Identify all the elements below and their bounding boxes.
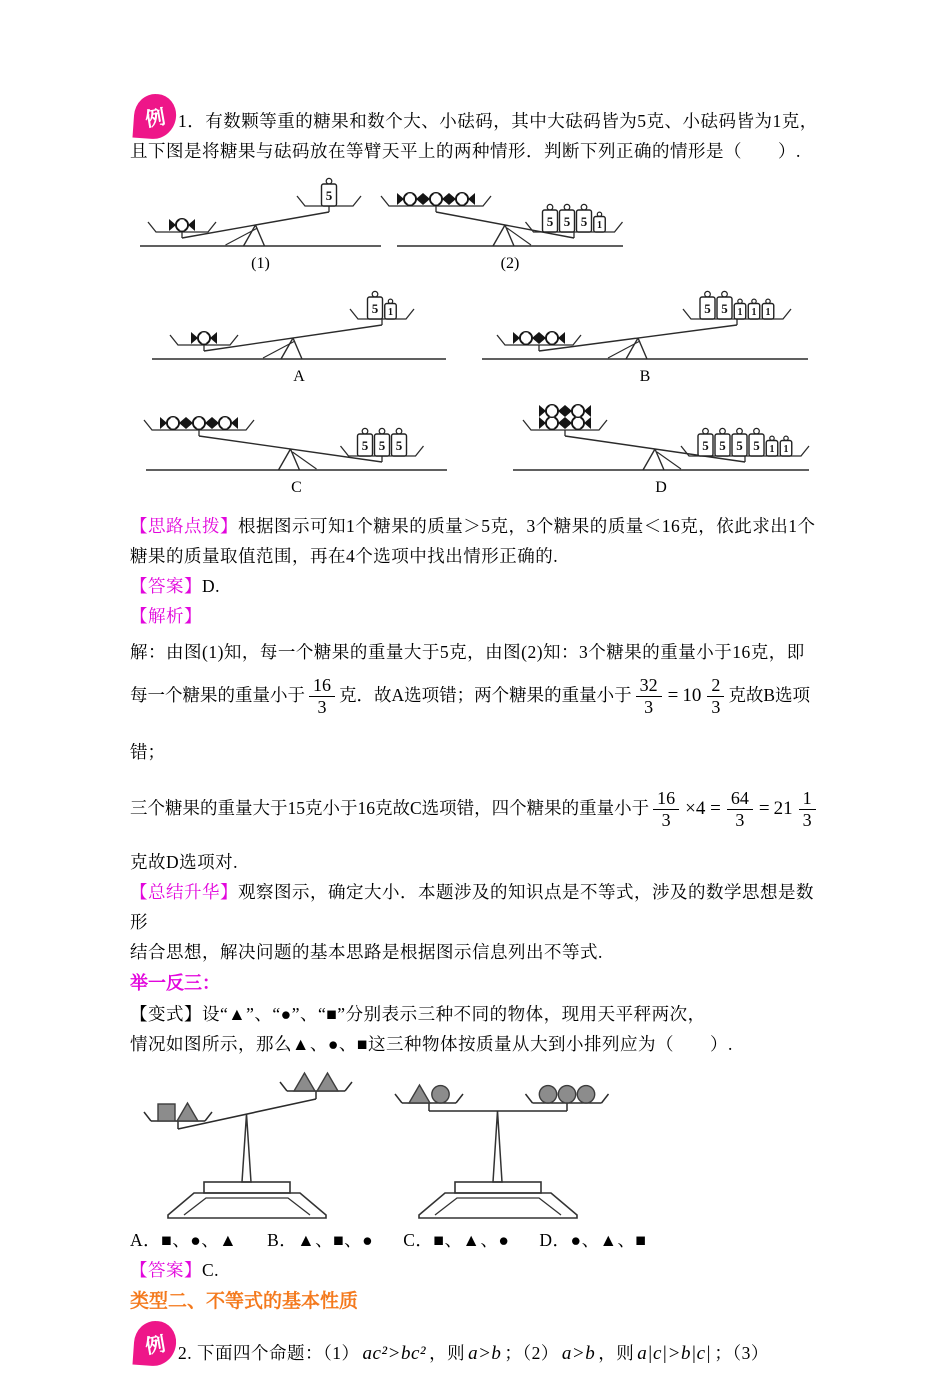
- summary-label: 【总结升华】: [130, 882, 238, 902]
- summary-line1: [130, 877, 830, 937]
- svg-text:5: 5: [361, 438, 369, 453]
- solution-line4: 克故D选项对.: [130, 852, 239, 872]
- fraction-2-3: $\frac{2}{3}$: [707, 676, 724, 718]
- balance-drawing-1: [138, 180, 383, 254]
- answer2-text: C.: [202, 1260, 220, 1280]
- option-C: C．■、▲、●: [403, 1230, 510, 1250]
- figure-caption-C: C: [291, 479, 302, 496]
- figure-caption-B: B: [639, 368, 651, 385]
- balance-figure-A: [150, 293, 448, 386]
- answer2-label: 【答案】: [130, 1260, 202, 1280]
- balance-drawing-D: [511, 404, 811, 478]
- p2-math4: a|c|>b|c|: [637, 1343, 712, 1364]
- balance-figure-B: [480, 293, 810, 386]
- hint-text1: 根据图示可知1个糖果的质量＞5克，3个糖果的质量＜16克，依此求出1个: [238, 516, 816, 536]
- svg-text:5: 5: [546, 214, 554, 229]
- fraction-64-3: $\frac{64}{3}$: [727, 789, 753, 831]
- balance-figure-D: [511, 404, 811, 497]
- svg-text:1: 1: [751, 307, 757, 318]
- svg-text:5: 5: [719, 438, 726, 453]
- balance-figures-row1: [138, 180, 830, 273]
- summary-text1: 观察图示，确定大小．本题涉及的知识点是不等式，涉及的数学思想是数形: [130, 882, 814, 932]
- fraction-16-3b: $\frac{16}{3}$: [653, 789, 679, 831]
- svg-text:1: 1: [769, 444, 775, 455]
- solution-line2: [130, 667, 830, 780]
- svg-text:5: 5: [753, 438, 760, 453]
- p2-end: ；（3）: [714, 1343, 769, 1363]
- hint-label: 【思路点拨】: [130, 516, 238, 536]
- fraction-32-3: $\frac{32}{3}$: [636, 676, 662, 718]
- analysis-label: 【解析】: [130, 606, 202, 626]
- svg-text:5: 5: [371, 301, 379, 316]
- balance-figure-2: [395, 180, 625, 273]
- svg-text:5: 5: [378, 438, 386, 453]
- hint-line2: 糖果的质量取值范围，再在4个选项中找出情形正确的.: [130, 546, 559, 566]
- analysis-line: [130, 601, 830, 631]
- variant-text1: 设“▲”、“●”、“■”分别表示三种不同的物体，现用天平秤两次，: [202, 1004, 706, 1024]
- fraction-16-3: $\frac{16}{3}$: [309, 676, 335, 718]
- svg-text:1: 1: [737, 307, 743, 318]
- example1-block: [130, 106, 830, 166]
- balance-figures-row2: [150, 293, 830, 386]
- balance-drawing-B: [480, 293, 810, 367]
- svg-text:5: 5: [702, 438, 709, 453]
- example2-badge-label: 例: [143, 1333, 168, 1359]
- option-A: A．■、●、▲: [130, 1230, 238, 1250]
- figure-caption-1: (1): [251, 255, 270, 272]
- svg-text:1: 1: [597, 220, 602, 231]
- document-content: [130, 106, 830, 1374]
- sol-x4: ×4 =: [685, 798, 721, 819]
- sol-whole-10: 10: [682, 685, 702, 706]
- svg-text:5: 5: [395, 438, 403, 453]
- variant-line2: 情况如图所示，那么▲、●、■这三种物体按质量从大到小排列应为（ ）.: [130, 1034, 733, 1054]
- variant-scale-left: [146, 1069, 351, 1219]
- figure-caption-A: A: [293, 368, 305, 385]
- p2-math1: ac²>bc²: [362, 1343, 427, 1364]
- variant-scales-figure: [146, 1069, 830, 1219]
- example2-block: [130, 1333, 830, 1374]
- svg-text:5: 5: [563, 214, 571, 229]
- solution-line1: 解：由图(1)知，每一个糖果的重量大于5克，由图(2)知：3个糖果的重量小于16克，即: [130, 642, 805, 662]
- answer1-line: [130, 571, 830, 601]
- answer1-label: 【答案】: [130, 576, 202, 596]
- balance-figures-row3: [144, 404, 830, 497]
- balance-drawing-A: [150, 293, 448, 367]
- example-badge-label: 例: [143, 106, 168, 132]
- svg-text:1: 1: [388, 307, 393, 318]
- balance-drawing-C: [144, 404, 449, 478]
- svg-text:5: 5: [704, 301, 711, 316]
- sol-l2a: 每一个糖果的重量小于: [130, 685, 305, 705]
- fraction-1-3: $\frac{1}{3}$: [799, 789, 816, 831]
- solution-line3: [130, 780, 830, 837]
- hint-line1: [130, 511, 830, 541]
- svg-text:5: 5: [736, 438, 743, 453]
- problem1-line1: 1．有数颗等重的糖果和数个大、小砝码，其中大砝码皆为5克、小砝码皆为1克，: [178, 111, 818, 131]
- answer1-text: D.: [202, 576, 221, 596]
- p2-mid2: ；（2）: [504, 1343, 559, 1363]
- balance-drawing-2: [395, 180, 625, 254]
- option-D: D．●、▲、■: [539, 1230, 647, 1250]
- variant-label: 【变式】: [130, 1004, 202, 1024]
- variant-scale-right: [397, 1069, 602, 1219]
- figure-caption-2: (2): [500, 255, 520, 272]
- section2-title: 类型二、不等式的基本性质: [130, 1291, 359, 1312]
- answer2-line: [130, 1255, 830, 1285]
- sol-eq2: =: [758, 798, 770, 819]
- svg-text:5: 5: [721, 301, 728, 316]
- svg-text:5: 5: [580, 214, 588, 229]
- p2-mid1: ，则: [429, 1343, 466, 1363]
- sol-l3a: 三个糖果的重量大于15克小于16克故C选项错，四个糖果的重量小于: [130, 798, 650, 818]
- svg-text:5: 5: [325, 188, 333, 203]
- option-B: B．▲、■、●: [267, 1230, 374, 1250]
- balance-figure-C: [144, 404, 449, 497]
- variant-line1: [130, 999, 830, 1029]
- problem1-line2: 且下图是将糖果与砝码放在等臂天平上的两种情形．判断下列正确的情形是（ ）.: [130, 141, 801, 161]
- sol-eq1: =: [667, 685, 679, 706]
- followup-title: 举一反三：: [130, 973, 220, 993]
- summary-line2: 结合思想，解决问题的基本思路是根据图示信息列出不等式.: [130, 942, 603, 962]
- p2-pre: 2. 下面四个命题：（1）: [178, 1343, 360, 1363]
- sol-l2b: 克．故A选项错；两个糖果的重量小于: [339, 685, 632, 705]
- variant-options: [130, 1225, 830, 1255]
- p2-mid3: ，则: [598, 1343, 635, 1363]
- p2-math2: a>b: [468, 1343, 502, 1364]
- sol-whole-21: 21: [773, 798, 793, 819]
- sol-l2c: 克故B选项错；: [130, 685, 811, 762]
- balance-figure-1: [138, 180, 383, 273]
- svg-text:1: 1: [783, 444, 789, 455]
- p2-math3: a>b: [561, 1343, 596, 1364]
- figure-caption-D: D: [655, 479, 667, 496]
- problem2-line: [130, 1333, 830, 1374]
- svg-text:1: 1: [765, 307, 771, 318]
